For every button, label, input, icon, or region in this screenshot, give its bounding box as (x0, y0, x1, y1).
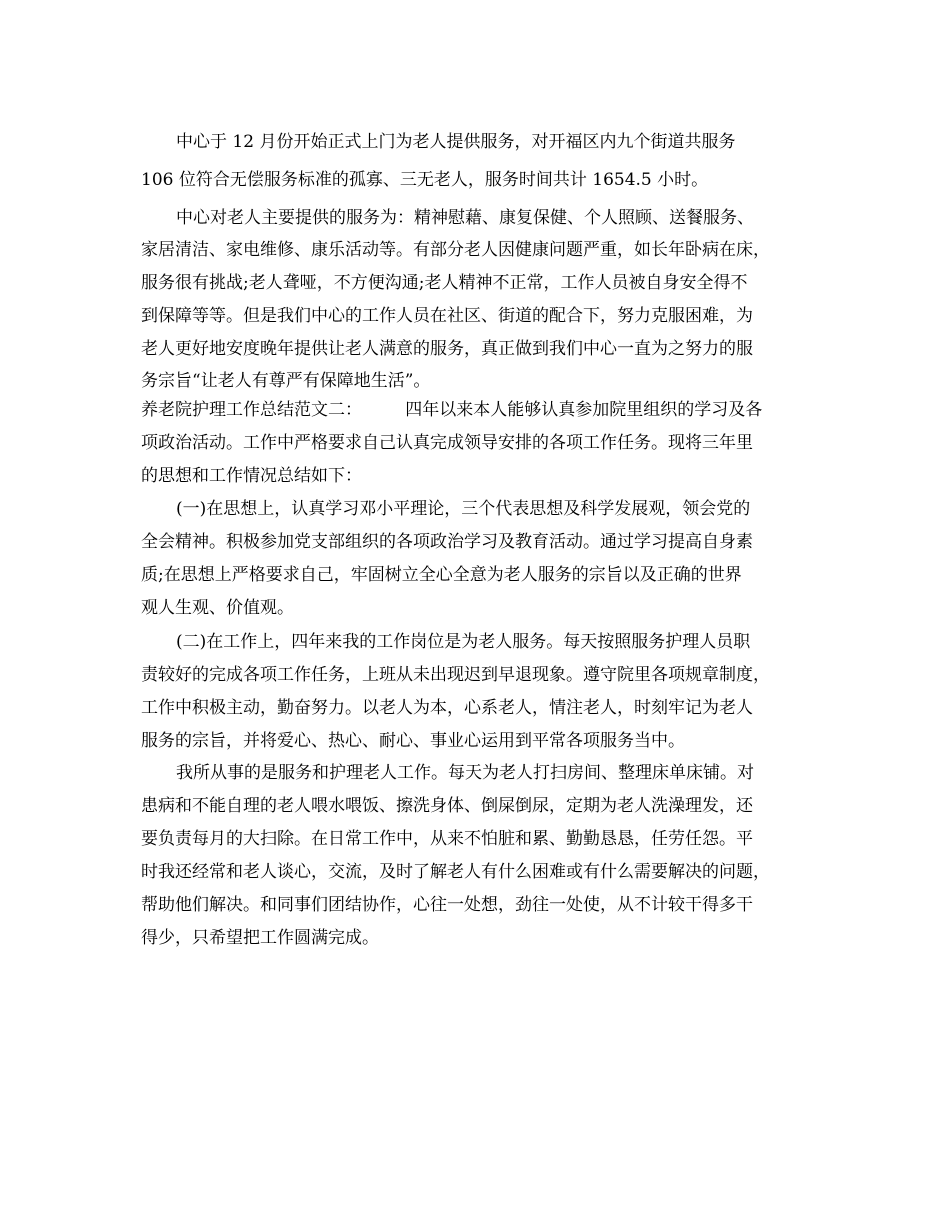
text-line: 中心对老人主要提供的服务为：精神慰藉、康复保健、个人照顾、送餐服务、 (176, 208, 754, 228)
text-line: 责较好的完成各项工作任务，上班从未出现迟到早退现象。遵守院里各项规章制度， (141, 665, 770, 685)
text-line: 得少，只希望把工作圆满完成。 (141, 928, 379, 948)
text-line: 务宗旨“让老人有尊严有保障地生活”。 (141, 371, 431, 391)
text-line: 观人生观、价值观。 (141, 598, 294, 618)
text-line: 患病和不能自理的老人喂水喂饭、擦洗身体、倒屎倒尿，定期为老人洗澡理发，还 (141, 796, 753, 816)
text-line: 项政治活动。工作中严格要求自己认真完成领导安排的各项工作任务。现将三年里 (141, 433, 753, 453)
text-line: 时我还经常和老人谈心，交流，及时了解老人有什么困难或有什么需要解决的问题， (141, 862, 770, 882)
text-line: 全会精神。积极参加党支部组织的各项政治学习及教育活动。通过学习提高自身素 (141, 532, 753, 552)
text-line: 服务的宗旨，并将爱心、热心、耐心、事业心运用到平常各项服务当中。 (141, 731, 685, 751)
text-line: (二)在工作上，四年来我的工作岗位是为老人服务。每天按照服务护理人员职 (176, 632, 751, 652)
text-line: 106 位符合无偿服务标准的孤寡、三无老人，服务时间共计 1654.5 小时。 (141, 170, 709, 190)
text-line: 中心于 12 月份开始正式上门为老人提供服务，对开福区内九个街道共服务 (176, 132, 736, 152)
text-line: 的思想和工作情况总结如下： (141, 466, 362, 486)
text-line: 帮助他们解决。和同事们团结协作，心往一处想，劲往一处使，从不计较干得多干 (141, 895, 753, 915)
text-line: 老人更好地安度晚年提供让老人满意的服务，真正做到我们中心一直为之努力的服 (141, 339, 753, 359)
text-line: 质;在思想上严格要求自己，牢固树立全心全意为老人服务的宗旨以及正确的世界 (141, 565, 742, 585)
text-line: 工作中积极主动，勤奋努力。以老人为本，心系老人，情注老人，时刻牢记为老人 (141, 698, 753, 718)
text-line: 服务很有挑战;老人聋哑，不方便沟通;老人精神不正常，工作人员被自身安全得不 (141, 273, 748, 293)
text-line: 到保障等等。但是我们中心的工作人员在社区、街道的配合下，努力克服困难，为 (141, 306, 753, 326)
text-line: 我所从事的是服务和护理老人工作。每天为老人打扫房间、整理床单床铺。对 (176, 763, 754, 783)
text-line: 要负责每月的大扫除。在日常工作中，从来不怕脏和累、勤勤恳恳，任劳任怨。平 (141, 829, 753, 849)
text-line: 养老院护理工作总结范文二： 四年以来本人能够认真参加院里组织的学习及各 (141, 400, 763, 420)
text-line: (一)在思想上，认真学习邓小平理论，三个代表思想及科学发展观，领会党的 (176, 499, 751, 519)
text-line: 家居清洁、家电维修、康乐活动等。有部分老人因健康问题严重，如长年卧病在床， (141, 240, 770, 260)
